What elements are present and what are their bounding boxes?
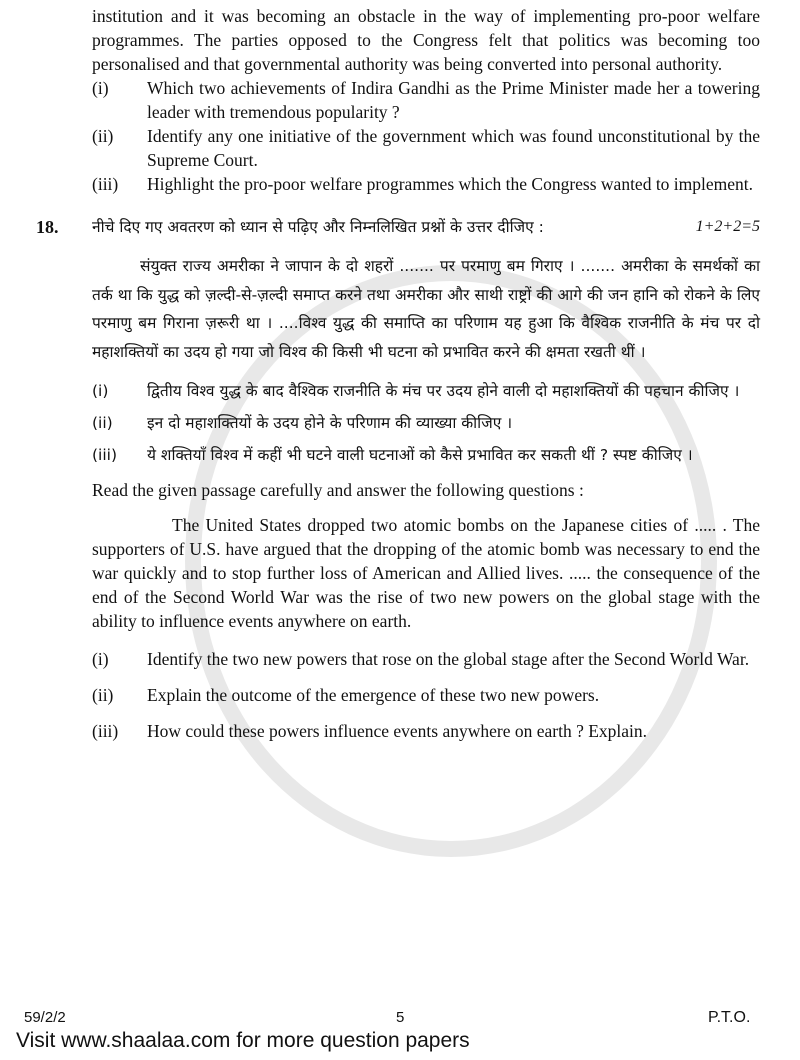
english-item-2: (ii) Explain the outcome of the emergence of these two new powers. <box>92 685 600 705</box>
passage-english: The United States dropped two atomic bombs on the Japanese cities of ..... . The supporters of U.S. have argued that the dropping of the atomic bomb was necessary to end the war quickly and to stop further loss of American and Allied lives. ..... the consequence of the end of the Second World War was the rise of two new powers on the global stage with the ability to influence events anywhere on earth. <box>92 515 760 631</box>
pto-label: P.T.O. <box>708 1009 751 1026</box>
instruction-english: Read the given passage carefully and answer the following questions : <box>92 480 584 500</box>
hindi-item-3: (iii) ये शक्तियाँ विश्व में कहीं भी घटने वाली घटनाओं को कैसे प्रभावित कर सकती थीं ? स्पष्ट कीजिए । <box>92 446 693 464</box>
english-item-1: (i) Identify the two new powers that rose on the global stage after the Second World War. <box>92 649 750 669</box>
question-number: 18. <box>36 217 59 237</box>
visit-link[interactable]: Visit www.shaalaa.com for more question papers <box>16 1029 470 1052</box>
q18-header <box>36 214 760 240</box>
q17-item-1: (i) Which two achievements of Indira Gandhi as the Prime Minister made her a towering leader with tremendous popularity ? <box>92 78 760 122</box>
page-number: 5 <box>396 1009 405 1026</box>
english-item-3: (iii) How could these powers influence events anywhere on earth ? Explain. <box>92 721 648 741</box>
hindi-items <box>92 378 760 468</box>
hindi-item-2: (ii) इन दो महाशक्तियों के उदय होने के परिणाम की व्याख्या कीजिए । <box>92 414 513 432</box>
hindi-item-1: (i) द्वितीय विश्व युद्ध के बाद वैश्विक राजनीति के मंच पर उदय होने वाली दो महाशक्तियों की पहचान कीजिए । <box>92 382 740 400</box>
footer <box>0 1000 800 1060</box>
marks: 1+2+2=5 <box>695 218 760 235</box>
intro-paragraph: institution and it was becoming an obstacle in the way of implementing pro-poor welfare programmes. The parties opposed to the Congress felt that politics was becoming too personalised and that governmental authority was being converted into personal authority. <box>92 6 760 74</box>
english-items <box>92 647 760 743</box>
paper-code: 59/2/2 <box>24 1009 66 1026</box>
q17-item-2: (ii) Identify any one initiative of the government which was found unconstitutional by the Supreme Court. <box>92 126 760 170</box>
q17-item-3: (iii) Highlight the pro-poor welfare programmes which the Congress wanted to implement. <box>92 174 754 194</box>
passage-hindi: संयुक्त राज्य अमरीका ने जापान के दो शहरों ....... पर परमाणु बम गिराए । ....... अमरीका के समर्थकों का तर्क था कि युद्ध को ज़ल्दी-से-ज़ल्दी समाप्त करने तथा अमरीका और साथी राष्ट्रों की आगे की जन हानि को रोकने के लिए परमाणु बम गिराना ज़रूरी था । ....विश्व युद्ध की समाप्ति का परिणाम यह हुआ कि वैश्विक राजनीति के मंच पर दो महाशक्तियों का उदय हो गया जो विश्व की किसी भी घटना को प्रभावित करने की क्षमता रखती थीं । <box>92 257 760 361</box>
q17-items <box>92 76 760 196</box>
instruction-hindi: नीचे दिए गए अवतरण को ध्यान से पढ़िए और निम्नलिखित प्रश्नों के उत्तर दीजिए : <box>92 218 544 236</box>
footer-row <box>0 1008 800 1028</box>
